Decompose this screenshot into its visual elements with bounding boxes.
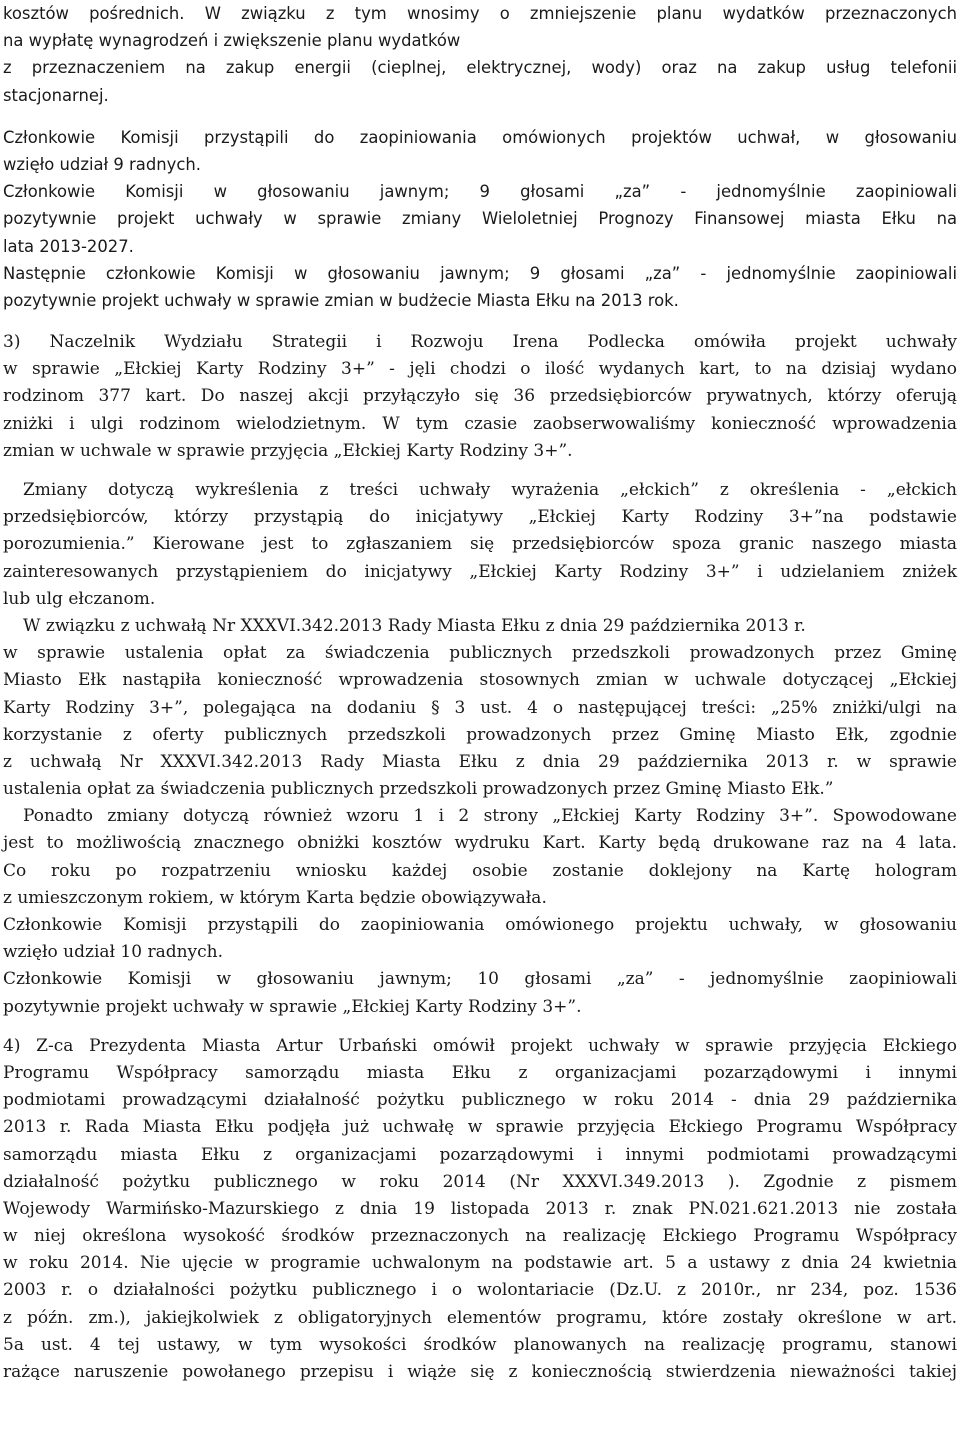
text-line: Co roku po rozpatrzeniu wniosku każdej osobie zostanie doklejony na Kartę hologram (3, 860, 957, 881)
paragraph-vote-budget (3, 260, 957, 314)
text-line: rażące naruszenie powołanego przepisu i wiąże się z koniecznością stwierdzenia nieważności takiej (3, 1362, 957, 1382)
text-line: wzięło udział 9 radnych. (3, 154, 201, 174)
text-line: Zmiany dotyczą wykreślenia z treści uchwały wyrażenia „ełckich” z określenia - „ełckich (23, 480, 957, 500)
text-line: działalność pożytku publicznego w roku 2014 (Nr XXXVI.349.2013 ). Zgodnie z pismem (3, 1171, 957, 1192)
text-line: Miasto Ełk nastąpiła konieczność wprowadzenia stosownych zmian w uchwale dotyczącej „Ełckiej (3, 670, 957, 691)
text-line: z uchwałą Nr XXXVI.342.2013 Rady Miasta Ełku z dnia 29 października 2013 r. w sprawie (3, 751, 957, 772)
text-line: w niej określona wysokość środków przeznaczonych na realizację Ełckiego Programu Współpracy (3, 1226, 957, 1247)
text-line: kosztów pośrednich. W związku z tym wnosimy o zmniejszenie planu wydatków przeznaczonych (3, 4, 957, 23)
text-line: W związku z uchwałą Nr XXXVI.342.2013 Rady Miasta Ełku z dnia 29 października 2013 r. (23, 615, 806, 636)
text-line: zmian w uchwale w sprawie przyjęcia „Ełckiej Karty Rodziny 3+”. (3, 440, 573, 461)
text-line: 2013 r. Rada Miasta Ełku podjęła już uchwałę w sprawie przyjęcia Ełckiego Programu Współpracy (3, 1117, 957, 1138)
text-line: pozytywnie projekt uchwały w sprawie zmian w budżecie Miasta Ełku na 2013 rok. (3, 290, 679, 310)
text-line: Karty Rodziny 3+”, polegająca na dodaniu § 3 ust. 4 o następującej treści: „25% zniżki/ulgi na (3, 697, 957, 718)
text-line: zainteresowanych przystąpieniem do inicjatywy „Ełckiej Karty Rodziny 3+” i udzielaniem zniżek (3, 561, 957, 582)
text-line: Członkowie Komisji w głosowaniu jawnym; 9 głosami „za” - jednomyślnie zaopiniowali (3, 182, 957, 202)
text-line: z umieszczonym rokiem, w którym Karta będzie obowiązywała. (3, 887, 547, 908)
text-line: korzystanie z oferty publicznych przedszkoli prowadzonych przez Gminę Miasto Ełk, zgodnie (3, 724, 957, 745)
text-line: na wypłatę wynagrodzeń i zwiększenie planu wydatków (3, 31, 461, 51)
text-line: ustalenia opłat za świadczenia publicznych przedszkoli prowadzonych przez Gminę Miasto Ełk.” (3, 779, 834, 800)
text-line: 5a ust. 4 tej ustawy, w tym wysokości środków planowanych na realizację programu, stanowi (3, 1334, 957, 1355)
text-line: 3) Naczelnik Wydziału Strategii i Rozwoju Irena Podlecka omówiła projekt uchwały (3, 332, 957, 353)
text-line: 2003 r. o działalności pożytku publicznego i o wolontariacie (Dz.U. z 2010r., nr 234, poz. 1536 (3, 1280, 957, 1301)
text-line: w sprawie „Ełckiej Karty Rodziny 3+” - jęli chodzi o ilość wydanych kart, to na dzisiaj wydano (3, 359, 957, 380)
paragraph-card-changes (3, 477, 957, 1021)
text-line: Następnie członkowie Komisji w głosowaniu jawnym; 9 głosami „za” - jednomyślnie zaopiniowali (3, 263, 957, 283)
text-line: Wojewody Warmińsko-Mazurskiego z dnia 19 listopada 2013 r. znak PN.021.621.2013 nie została (3, 1198, 957, 1219)
text-line: lata 2013-2027. (3, 236, 134, 256)
paragraph-committee-quorum (3, 124, 957, 178)
text-line: podmiotami prowadzącymi działalność pożytku publicznego w roku 2014 - dnia 29 października (3, 1090, 957, 1111)
text-line: stacjonarnej. (3, 85, 109, 105)
text-line: jest to możliwością znacznego obniżki kosztów wydruku Kart. Karty będą drukowane raz na 4 lata. (3, 833, 957, 854)
text-line: rodzinom 377 kart. Do naszej akcji przyłączyło się 36 przedsiębiorców prywatnych, którzy oferują (3, 386, 957, 407)
text-line: Członkowie Komisji przystąpili do zaopiniowania omówionych projektów uchwał, w głosowaniu (3, 127, 957, 147)
text-line: porozumienia.” Kierowane jest to zgłaszaniem się przedsiębiorców spoza granic naszego miasta (3, 534, 957, 555)
paragraph-item-3 (3, 329, 957, 465)
text-line: samorządu miasta Ełku z organizacjami pozarządowymi i innymi podmiotami prowadzącymi (3, 1144, 957, 1165)
text-line: pozytywnie projekt uchwały w sprawie „Ełckiej Karty Rodziny 3+”. (3, 996, 582, 1017)
text-line: przedsiębiorców, którzy przystąpią do inicjatywy „Ełckiej Karty Rodziny 3+”na podstawie (3, 507, 957, 528)
text-line: w sprawie ustalenia opłat za świadczenia publicznych przedszkoli prowadzonych przez Gminę (3, 643, 957, 664)
paragraph-budget-changes (3, 0, 957, 109)
document-page (3, 0, 957, 1386)
text-line: 4) Z-ca Prezydenta Miasta Artur Urbański omówił projekt uchwały w sprawie przyjęcia Ełckiego (3, 1035, 957, 1056)
text-line: Członkowie Komisji przystąpili do zaopiniowania omówionego projektu uchwały, w głosowaniu (3, 915, 957, 935)
paragraph-vote-wpf (3, 178, 957, 260)
text-line: zniżki i ulgi rodzinom wielodzietnym. W tym czasie zaobserwowaliśmy konieczność wprowadzenia (3, 413, 957, 434)
text-line: z późn. zm.), jakiejkolwiek z obligatoryjnych elementów programu, które zostały określone w art. (3, 1307, 957, 1328)
text-line: lub ulg ełczanom. (3, 588, 156, 609)
text-line: Programu Współpracy samorządu miasta Ełku z organizacjami pozarządowymi i innymi (3, 1062, 957, 1083)
text-line: pozytywnie projekt uchwały w sprawie zmiany Wieloletniej Prognozy Finansowej miasta Ełku na (3, 209, 957, 229)
text-line: wzięło udział 10 radnych. (3, 942, 224, 963)
text-line: w roku 2014. Nie ujęcie w programie uchwalonym na podstawie art. 5 a ustawy z dnia 24 kwietnia (3, 1253, 957, 1274)
text-line: Członkowie Komisji w głosowaniu jawnym; 10 głosami „za” - jednomyślnie zaopiniowali (3, 969, 957, 990)
text-line: Ponadto zmiany dotyczą również wzoru 1 i 2 strony „Ełckiej Karty Rodziny 3+”. Spowodowane (23, 806, 957, 827)
text-line: z przeznaczeniem na zakup energii (cieplnej, elektrycznej, wody) oraz na zakup usług telefonii (3, 58, 957, 78)
paragraph-item-4 (3, 1033, 957, 1386)
